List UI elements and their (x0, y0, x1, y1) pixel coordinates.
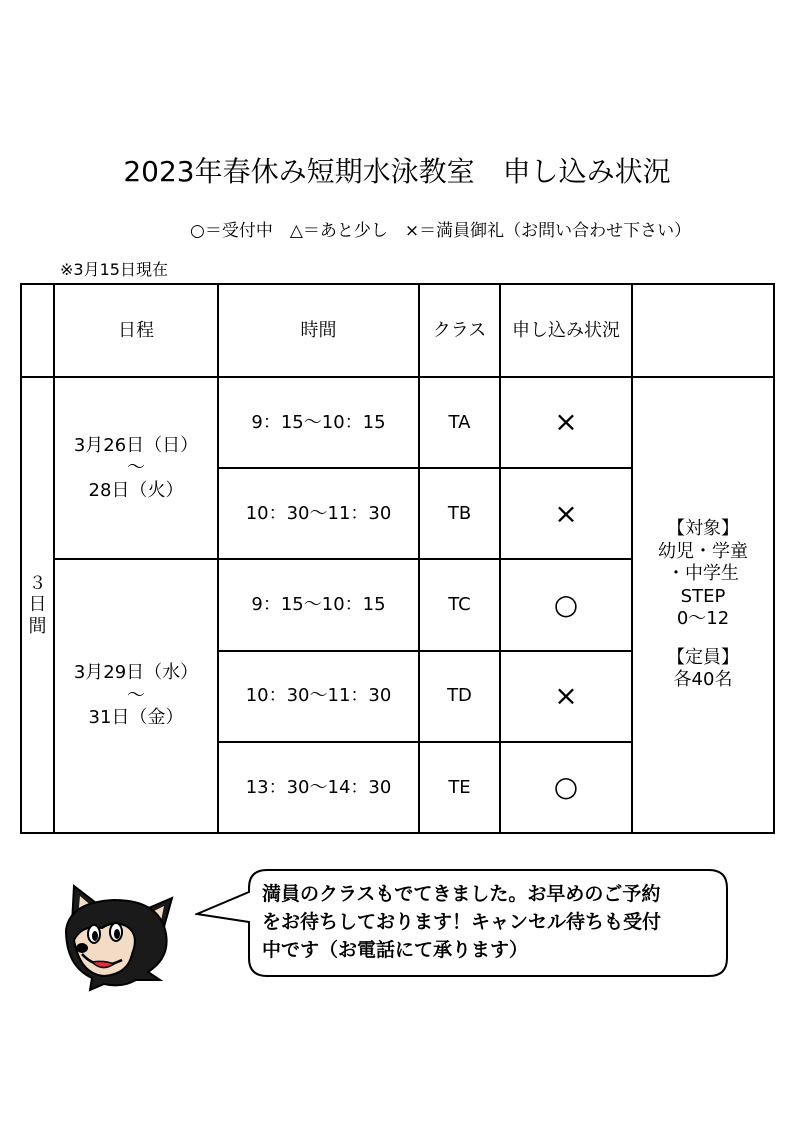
info-cell (632, 377, 774, 833)
status-cell (500, 468, 632, 559)
time-cell: 9：15～10：15 (218, 377, 419, 468)
cat-mascot-icon (52, 876, 180, 1004)
date-end: 28日（火） (88, 479, 184, 501)
duration-char: 間 (28, 615, 47, 637)
header-date: 日程 (54, 284, 218, 377)
status-cell (500, 651, 632, 742)
target-line: 0～12 (676, 608, 730, 630)
status-cell (500, 559, 632, 650)
date-start: 3月26日（日） (73, 434, 199, 456)
header-days (21, 284, 54, 377)
time-cell: 13：30～14：30 (218, 742, 419, 833)
time-cell: 10：30～11：30 (218, 651, 419, 742)
capacity-value: 各40名 (673, 669, 733, 691)
class-cell: TD (419, 651, 500, 742)
full-mark-icon: × (554, 405, 578, 439)
class-cell: TE (419, 742, 500, 833)
open-mark-icon: ○ (553, 587, 579, 621)
as-of-date: ※3月15日現在 (60, 260, 168, 279)
target-line: STEP (680, 585, 726, 607)
target-line: 幼児・学童 (658, 540, 748, 562)
message-line: をお待ちしております！キャンセル待ちも受付 (262, 911, 662, 933)
header-info (632, 284, 774, 377)
notice-message (262, 880, 722, 964)
header-status: 申し込み状況 (500, 284, 632, 377)
date-range-cell (54, 377, 218, 559)
full-mark-icon: × (554, 678, 578, 712)
class-cell: TB (419, 468, 500, 559)
duration-char: 日 (28, 594, 47, 616)
date-tilde: ～ (127, 684, 145, 706)
target-label: 【対象】 (667, 518, 739, 540)
date-tilde: ～ (127, 457, 145, 479)
date-end: 31日（金） (88, 707, 184, 729)
status-cell (500, 377, 632, 468)
info-spacer (633, 631, 773, 647)
capacity-label: 【定員】 (667, 646, 739, 668)
target-line: ・中学生 (667, 563, 739, 585)
header-time: 時間 (218, 284, 419, 377)
status-cell (500, 742, 632, 833)
duration-cell (21, 377, 54, 833)
full-mark-icon: × (554, 496, 578, 530)
date-start: 3月29日（水） (73, 662, 199, 684)
class-cell: TA (419, 377, 500, 468)
open-mark-icon: ○ (553, 770, 579, 804)
table-row (21, 377, 774, 468)
duration-char: ３ (28, 572, 47, 594)
time-cell: 9：15～10：15 (218, 559, 419, 650)
time-cell: 10：30～11：30 (218, 468, 419, 559)
table-header-row (21, 284, 774, 377)
date-range-cell (54, 559, 218, 833)
status-legend: ○＝受付中 △＝あと少し ×＝満員御礼（お問い合わせ下さい） (190, 221, 692, 241)
message-line: 満員のクラスもでてきました。お早めのご予約 (262, 883, 661, 905)
message-line: 中です（お電話にて承ります） (262, 939, 529, 961)
schedule-table (20, 283, 775, 834)
header-class: クラス (419, 284, 500, 377)
page-title: 2023年春休み短期水泳教室 申し込み状況 (123, 155, 671, 188)
class-cell: TC (419, 559, 500, 650)
